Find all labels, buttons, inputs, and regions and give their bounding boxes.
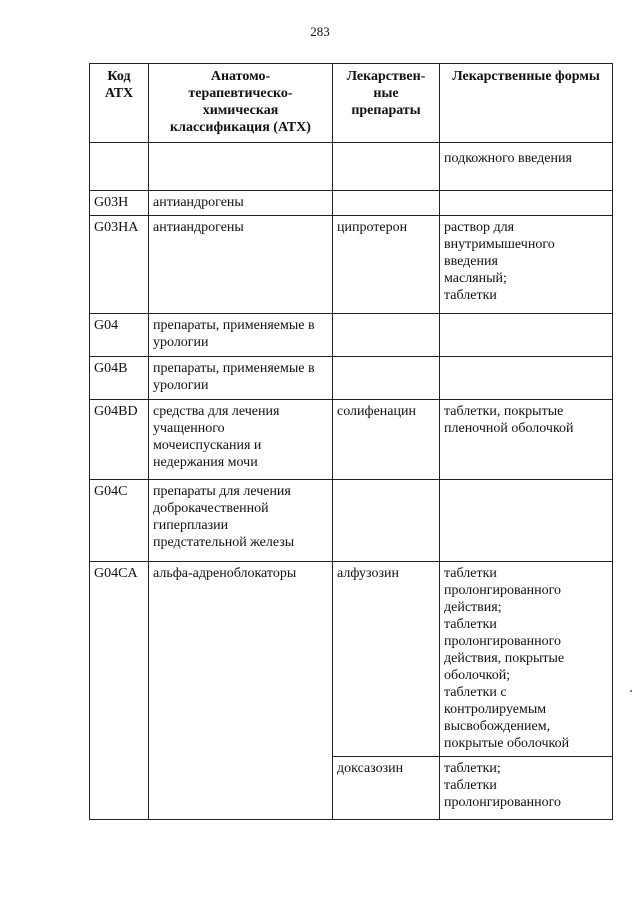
table-header-row bbox=[90, 64, 613, 143]
cell-drug: солифенацин bbox=[333, 400, 440, 480]
cell-drug bbox=[333, 357, 440, 400]
cell-code: G04C bbox=[90, 480, 149, 562]
cell-forms: таблетки пролонгированного действия; таблетки пролонгированного действия, покрытые оболочкой; таблетки с контролируемым высвобождением, покрытые оболочкой bbox=[440, 562, 613, 757]
cell-forms: раствор для внутримышечного введения масляный; таблетки bbox=[440, 216, 613, 314]
cell-classification: препараты для лечения доброкачественной гиперплазии предстательной железы bbox=[149, 480, 333, 562]
cell-forms bbox=[440, 357, 613, 400]
cell-code: G03H bbox=[90, 191, 149, 216]
table-row bbox=[90, 400, 613, 480]
cell-code: G04B bbox=[90, 357, 149, 400]
cell-drug: доксазозин bbox=[333, 757, 440, 820]
cell-classification: антиандрогены bbox=[149, 191, 333, 216]
table-row bbox=[90, 562, 613, 757]
cell-code: G03HA bbox=[90, 216, 149, 314]
table-row bbox=[90, 480, 613, 562]
cell-code: G04BD bbox=[90, 400, 149, 480]
cell-classification: альфа-адреноблокаторы bbox=[149, 562, 333, 820]
cell-forms bbox=[440, 191, 613, 216]
table-row bbox=[90, 191, 613, 216]
page-number: 283 bbox=[310, 24, 330, 39]
header-classification: Анатомо- терапевтическо- химическая классификация (АТХ) bbox=[149, 64, 333, 143]
cell-drug bbox=[333, 143, 440, 191]
cell-classification bbox=[149, 143, 333, 191]
cell-forms bbox=[440, 480, 613, 562]
cell-forms: подкожного введения bbox=[440, 143, 613, 191]
cell-code: G04 bbox=[90, 314, 149, 357]
cell-forms: таблетки; таблетки пролонгированного bbox=[440, 757, 613, 820]
cell-classification: средства для лечения учащенного мочеиспускания и недержания мочи bbox=[149, 400, 333, 480]
cell-drug bbox=[333, 314, 440, 357]
cell-drug bbox=[333, 191, 440, 216]
cell-drug bbox=[333, 480, 440, 562]
cell-drug: ципротерон bbox=[333, 216, 440, 314]
cell-code bbox=[90, 143, 149, 191]
header-drugs: Лекарствен- ные препараты bbox=[333, 64, 440, 143]
table-row bbox=[90, 314, 613, 357]
scan-speck bbox=[630, 690, 632, 692]
cell-forms: таблетки, покрытые пленочной оболочкой bbox=[440, 400, 613, 480]
header-code: Код АТХ bbox=[90, 64, 149, 143]
cell-classification: препараты, применяемые в урологии bbox=[149, 314, 333, 357]
cell-code: G04CA bbox=[90, 562, 149, 820]
table-row bbox=[90, 143, 613, 191]
cell-classification: антиандрогены bbox=[149, 216, 333, 314]
cell-classification: препараты, применяемые в урологии bbox=[149, 357, 333, 400]
cell-drug: алфузозин bbox=[333, 562, 440, 757]
cell-forms bbox=[440, 314, 613, 357]
header-forms: Лекарственные формы bbox=[440, 64, 613, 143]
table-row bbox=[90, 357, 613, 400]
table-row bbox=[90, 216, 613, 314]
atx-table bbox=[89, 63, 613, 820]
